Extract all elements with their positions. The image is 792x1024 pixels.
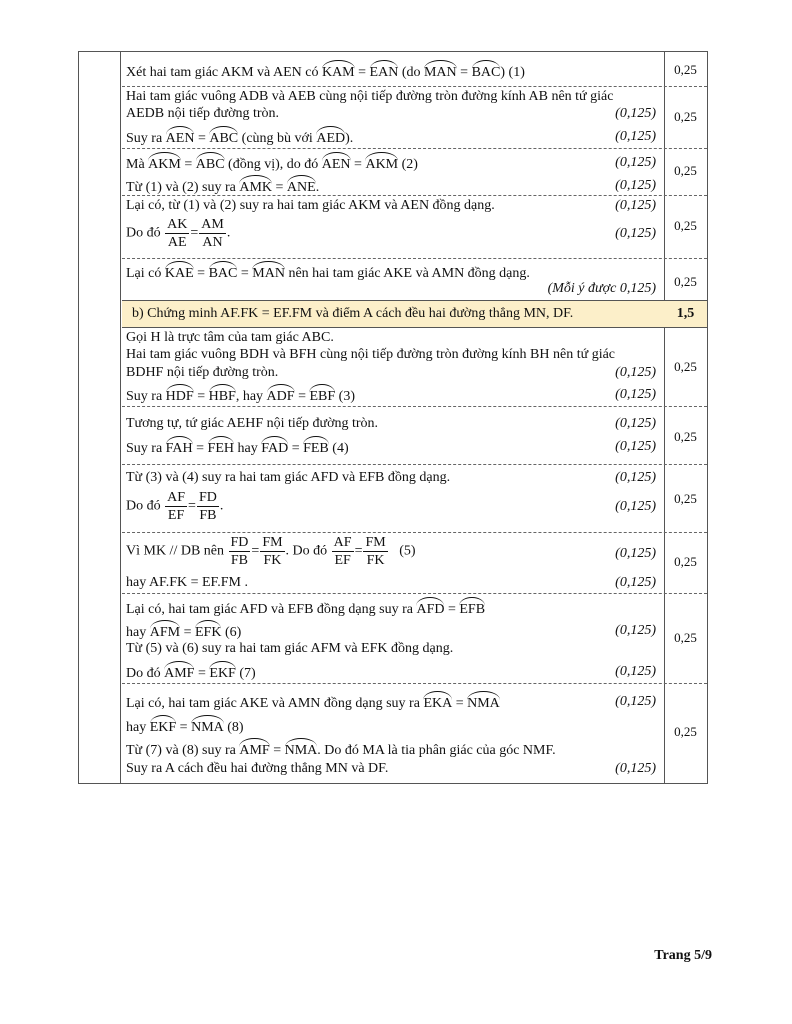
points-label: (0,125) bbox=[615, 439, 656, 454]
row-text: ). bbox=[345, 131, 354, 146]
points-label: (0,125) bbox=[615, 623, 656, 638]
score-cell: 1,5 bbox=[676, 306, 695, 321]
angle: MAN bbox=[423, 65, 457, 80]
angle: EFK bbox=[194, 625, 222, 640]
row-text: Từ (7) và (8) suy ra bbox=[126, 743, 236, 758]
fraction: $\frac{AF}{EF}$ bbox=[167, 490, 186, 523]
points-label: (0,125) bbox=[615, 198, 656, 213]
row-text: Do đó MA là tia phân giác của góc NMF. bbox=[324, 743, 556, 758]
angle: EKF bbox=[149, 720, 177, 735]
angle: AFM bbox=[149, 625, 181, 640]
table-row: Gọi H là trực tâm của tam giác ABC. Hai tam giác vuông BDH và BFH cùng nội tiếp đường tròn đường kính BH nên tứ giác BDHF nội tiếp đường tròn. (0,125) Suy ra HDF = HBF, hay ADF = EBF (3) (0,125) 0,25 bbox=[122, 328, 707, 407]
points-label: (0,125) bbox=[615, 575, 656, 590]
row-text: Lại có bbox=[126, 266, 162, 281]
row-text: . Do đó bbox=[285, 543, 328, 559]
angle: EKA bbox=[423, 696, 453, 711]
angle: ABC bbox=[209, 131, 239, 146]
fraction: $\frac{FD}{FB}$ bbox=[198, 490, 217, 523]
table-row: Lại có, hai tam giác AKE và AMN đồng dạng suy ra EKA = NMA (0,125) hay EKF = NMA (8) Từ (7) và (8) suy ra AMF = NMA. Do đó MA là tia phân giác của góc NMF. Suy ra A cách đều hai đường thẳng MN và DF. (0,125) 0,25 bbox=[122, 684, 707, 784]
row-text: hay bbox=[126, 625, 147, 640]
row-text: Từ (1) và (2) suy ra bbox=[126, 180, 236, 195]
table-row: Lại có, từ (1) và (2) suy ra hai tam giác AKM và AEN đồng dạng. (0,125) Do đó $\frac{AK}{AE}$ = $\frac{AM}{AN}$ . (0,125) 0,25 bbox=[122, 196, 707, 259]
score-cell: 0,25 bbox=[674, 630, 697, 645]
score-cell: 0,25 bbox=[674, 359, 697, 374]
angle: AEN bbox=[165, 131, 195, 146]
angle: ANE bbox=[286, 180, 316, 195]
row-text: AEDB nội tiếp đường tròn. bbox=[126, 106, 280, 121]
angle: AKM bbox=[148, 157, 181, 172]
angle: FEH bbox=[207, 441, 234, 456]
row-text: Do đó bbox=[126, 666, 161, 681]
angle: FAH bbox=[165, 441, 193, 456]
row-text: (8) bbox=[227, 720, 244, 735]
angle: AFD bbox=[416, 602, 445, 617]
points-label: (0,125) bbox=[615, 546, 656, 561]
table-row: Lại có KAE = BAC = MAN nên hai tam giác AKE và AMN đồng dạng. (Mỗi ý được 0,125) 0,25 bbox=[122, 259, 707, 301]
points-label: (0,125) bbox=[615, 499, 656, 514]
angle: EKF bbox=[209, 666, 236, 681]
angle: KAM bbox=[321, 65, 355, 80]
points-label: (0,125) bbox=[615, 694, 656, 709]
points-label: (0,125) bbox=[615, 416, 656, 431]
score-cell: 0,25 bbox=[674, 163, 697, 178]
row-text: hay bbox=[237, 441, 258, 456]
points-label: (0,125) bbox=[615, 129, 656, 144]
row-text: nên hai tam giác AKE và AMN đồng dạng. bbox=[288, 266, 530, 281]
fraction: $\frac{FM}{FK}$ bbox=[262, 535, 283, 568]
score-cell: 0,25 bbox=[674, 491, 697, 506]
table-row: Lại có, hai tam giác AFD và EFB đồng dạng suy ra AFD = EFB hay AFM = EFK (6) (0,125) Từ (5) và (6) suy ra hai tam giác AFM và EFK đồng dạng. Do đó AMF = EKF (7) (0,125) 0,25 bbox=[122, 594, 707, 684]
angle: AMK bbox=[239, 180, 272, 195]
points-label: (0,125) bbox=[615, 226, 656, 241]
angle: KAE bbox=[164, 266, 194, 281]
points-label: (0,125) bbox=[615, 106, 656, 121]
points-label: (0,125) bbox=[615, 387, 656, 402]
row-text: Suy ra bbox=[126, 131, 163, 146]
points-label: (0,125) bbox=[615, 761, 656, 776]
section-heading-row bbox=[122, 301, 707, 328]
row-text: (2) bbox=[401, 157, 418, 172]
angle: HDF bbox=[165, 389, 194, 404]
angle: EAN bbox=[369, 65, 399, 80]
angle: AMF bbox=[164, 666, 195, 681]
fraction: $\frac{AK}{AE}$ bbox=[167, 217, 188, 250]
angle: AED bbox=[316, 131, 346, 146]
answer-table bbox=[78, 51, 708, 784]
row-text: Vì MK // DB nên bbox=[126, 543, 224, 559]
score-cell: 0,25 bbox=[674, 554, 697, 569]
row-text: Suy ra A cách đều hai đường thẳng MN và DF. bbox=[126, 761, 389, 776]
row-text: . bbox=[315, 180, 320, 195]
angle: NMA bbox=[191, 720, 224, 735]
angle: NMA bbox=[284, 743, 318, 758]
row-text: , hay bbox=[235, 389, 264, 404]
row-text: Lại có, hai tam giác AKE và AMN đồng dạng suy ra bbox=[126, 696, 420, 711]
row-text: (7) bbox=[239, 666, 256, 681]
points-label: (0,125) bbox=[615, 664, 656, 679]
angle: HBF bbox=[208, 389, 236, 404]
angle: BAC bbox=[471, 65, 501, 80]
row-text: Tương tự, tứ giác AEHF nội tiếp đường tròn. bbox=[126, 416, 379, 431]
score-cell: 0,25 bbox=[674, 218, 697, 233]
row-text: Suy ra bbox=[126, 389, 163, 404]
angle: AEN bbox=[321, 157, 351, 172]
angle: FEB bbox=[303, 441, 329, 456]
table-row: Mà AKM = ABC (đồng vị), do đó AEN = AKM (2) (0,125) Từ (1) và (2) suy ra AMK = ANE. (0,125) 0,25 bbox=[122, 149, 707, 196]
table-row: Từ (3) và (4) suy ra hai tam giác AFD và EFB đồng dạng. (0,125) Do đó $\frac{AF}{EF}$ = $\frac{FD}{FB}$ . (0,125) 0,25 bbox=[122, 465, 707, 533]
fraction: $\frac{AM}{AN}$ bbox=[201, 217, 224, 250]
table-row: Vì MK // DB nên $\frac{FD}{FB}$ = $\frac{FM}{FK}$ . Do đó $\frac{AF}{EF}$ = $\frac{FM}{FK}$ (5) (0,125) hay AF.FK = EF.FM . (0,125) 0,25 bbox=[122, 533, 707, 594]
row-text: Do đó bbox=[126, 225, 161, 241]
row-text: (đồng vị), do đó bbox=[228, 157, 319, 172]
table-row: Tương tự, tứ giác AEHF nội tiếp đường tròn. (0,125) Suy ra FAH = FEH hay FAD = FEB (4) (0,125) 0,25 bbox=[122, 407, 707, 465]
row-text: (do bbox=[401, 65, 421, 80]
section-heading: b) Chứng minh AF.FK = EF.FM và điểm A cách đều hai đường thẳng MN, DF. bbox=[132, 306, 574, 321]
question-column bbox=[79, 52, 121, 783]
page-number: Trang 5/9 bbox=[654, 948, 712, 963]
row-text: Xét hai tam giác AKM và AEN có bbox=[126, 65, 319, 80]
row-text: Từ (3) và (4) suy ra hai tam giác AFD và EFB đồng dạng. bbox=[126, 470, 451, 485]
fraction: $\frac{FD}{FB}$ bbox=[230, 535, 249, 568]
row-text: (5) bbox=[399, 543, 416, 559]
fraction: $\frac{FM}{FK}$ bbox=[365, 535, 386, 568]
row-text: Lại có, từ (1) và (2) suy ra hai tam giác AKM và AEN đồng dạng. bbox=[126, 198, 495, 213]
row-text: hay AF.FK = EF.FM . bbox=[126, 575, 248, 590]
angle: ADF bbox=[266, 389, 295, 404]
score-cell: 0,25 bbox=[674, 724, 697, 739]
points-label: (0,125) bbox=[615, 470, 656, 485]
row-text: BDHF nội tiếp đường tròn. bbox=[126, 365, 279, 380]
table-row: Xét hai tam giác AKM và AEN có KAM = EAN (do MAN = BAC) (1) 0,25 bbox=[122, 52, 707, 87]
row-text: (6) bbox=[224, 625, 242, 640]
angle: EBF bbox=[309, 389, 336, 404]
row-text: Suy ra bbox=[126, 441, 163, 456]
angle: EFB bbox=[459, 602, 486, 617]
row-text: Do đó bbox=[126, 498, 161, 514]
row-text: Lại có, hai tam giác AFD và EFB đồng dạng suy ra bbox=[126, 602, 413, 617]
points-label: (0,125) bbox=[615, 155, 656, 170]
points-note: (Mỗi ý được 0,125) bbox=[547, 281, 656, 296]
row-text: Mà bbox=[126, 157, 145, 172]
row-text: Gọi H là trực tâm của tam giác ABC. bbox=[126, 330, 334, 345]
row-text: Hai tam giác vuông BDH và BFH cùng nội tiếp đường tròn đường kính BH nên tứ giác bbox=[126, 347, 616, 362]
score-cell: 0,25 bbox=[674, 274, 697, 289]
fraction: $\frac{AF}{EF}$ bbox=[333, 535, 352, 568]
points-label: (0,125) bbox=[615, 365, 656, 380]
angle: FAD bbox=[261, 441, 289, 456]
angle: AKM bbox=[365, 157, 399, 172]
row-text: (3) bbox=[338, 389, 355, 404]
angle: ABC bbox=[195, 157, 225, 172]
score-cell: 0,25 bbox=[674, 109, 697, 124]
angle: NMA bbox=[467, 696, 500, 711]
table-row: Hai tam giác vuông ADB và AEB cùng nội tiếp đường tròn đường kính AB nên tứ giác AEDB nội tiếp đường tròn. (0,125) Suy ra AEN = ABC (cùng bù với AED). (0,125) 0,25 bbox=[122, 87, 707, 149]
angle: MAN bbox=[252, 266, 285, 281]
row-text: hay bbox=[126, 720, 147, 735]
angle: AMF bbox=[239, 743, 270, 758]
row-text: (4) bbox=[332, 441, 349, 456]
row-text: (cùng bù với bbox=[241, 131, 313, 146]
row-text: Hai tam giác vuông ADB và AEB cùng nội tiếp đường tròn đường kính AB nên tứ giác bbox=[126, 89, 614, 104]
score-cell: 0,25 bbox=[674, 429, 697, 444]
points-label: (0,125) bbox=[615, 178, 656, 193]
angle: BAC bbox=[208, 266, 238, 281]
row-text: Từ (5) và (6) suy ra hai tam giác AFM và EFK đồng dạng. bbox=[126, 641, 454, 656]
score-cell: 0,25 bbox=[674, 62, 697, 77]
row-text: (1) bbox=[508, 65, 525, 80]
